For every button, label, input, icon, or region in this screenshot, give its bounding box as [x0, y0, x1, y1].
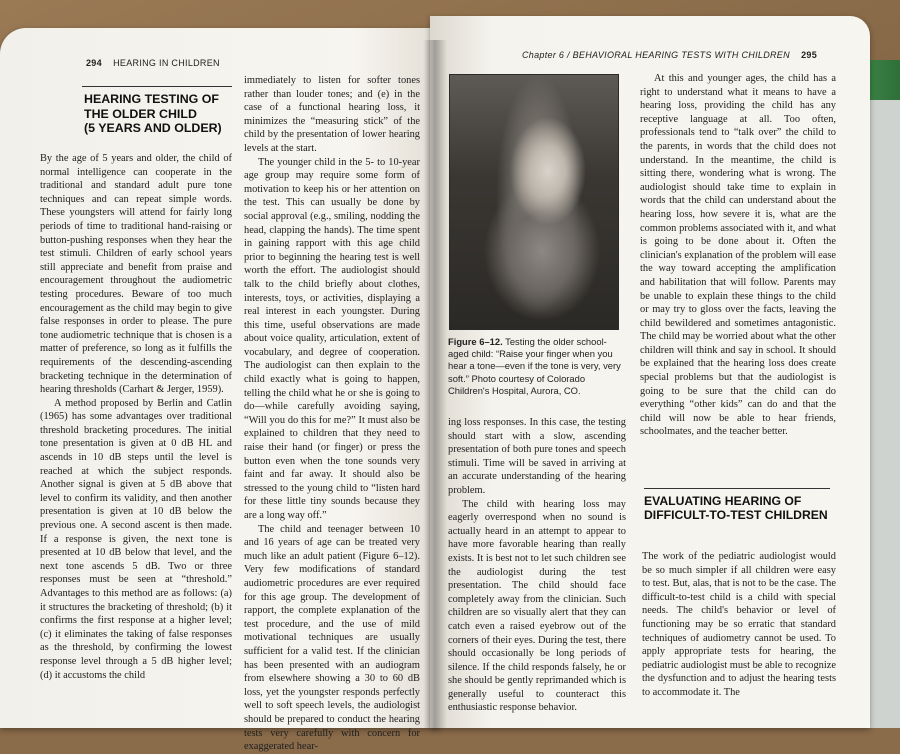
left-column-1 — [40, 152, 232, 722]
paragraph: The child with hearing loss may eagerly overrespond when no sound is actually heard in an attempt to appear to have more favorable hearing than really exists. It is best not to let such children see the audiologist during the test presentation. The child should face completely away from the clinician. Such children are so visually alert that they can catch even a raised eyebrow out of the corners of their eyes. During the test, there should occasionally be long periods of silence. If the child responds falsely, he or she should be gently reprimanded which is generally useful to counteract this enthusiastic response behavior. — [448, 498, 626, 714]
paragraph: The child and teenager between 10 and 16 years of age can be treated very much like an adult patient (Figure 6–12). Very few modifications of standard audiometric procedures are ever required for this age group. The development of rapport, the complete explanation of the test procedure, and the use of mild motivational techniques are usually sufficient for a valid test. If the clinician has been presented with an audiogram from elsewhere showing a 30 to 60 dB loss, yet the youngster responds perfectly well to soft speech levels, the audiologist should be prepared to conduct the hearing tests very carefully with concern for exaggerated hear- — [244, 523, 420, 753]
right-column-2-continued — [642, 550, 836, 722]
left-heading-rule — [82, 86, 232, 87]
figure-caption — [448, 336, 624, 397]
left-running-head — [86, 58, 220, 68]
left-section-heading: HEARING TESTING OF THE OLDER CHILD (5 YEARS AND OLDER) — [84, 92, 222, 136]
left-page-number: 294 — [86, 58, 102, 68]
right-heading-rule — [644, 488, 830, 489]
paragraph: ing loss responses. In this case, the testing should start with a slow, ascending presentation of both pure tones and speech stimuli. Time will be saved in arriving at an accurate understanding of the hearing problem. — [448, 417, 626, 496]
figure-caption-text: Testing the older school-aged child: “Raise your finger when you hear a tone—even if the tone is very, very soft.” Photo courtesy of Colorado Children's Hospital, Aurora, CO. — [448, 336, 621, 396]
left-column-2 — [244, 74, 420, 753]
book-gutter-shadow — [423, 40, 447, 728]
right-page — [430, 16, 870, 728]
right-running-head-text: Chapter 6 / BEHAVIORAL HEARING TESTS WITH CHILDREN — [522, 50, 790, 60]
paragraph: By the age of 5 years and older, the child of normal intelligence can cooperate in the traditional and standard adult pure tone techniques and can repeat simple words. These youngsters will attend for fairly long periods of time to traditional hand-raising or button-pushing responses when they hear the test stimuli. Children of early school years still appreciate and benefit from praise and encouragement throughout the audiometric testing procedures. Beware of too much encouragement as the child may begin to give false responses in order to please. The pure tone audiometric technique that is chosen is a matter of preference, so long as it fulfills the requirements of the descending-ascending bracketing technique in the determination of hearing thresholds (Carhart & Jerger, 1959). — [40, 153, 232, 396]
right-running-head — [522, 50, 817, 60]
paragraph: The work of the pediatric audiologist would be so much simpler if all children were easy to test. But, alas, that is not to be the case. The difficult-to-test child is a child with special needs. The child's behavior or level of functioning may be so erratic that standard techniques of audiometry cannot be used. To apply appropriate tests for hearing, the pediatric audiologist must be able to recognize the dysfunction and to adjust the hearing tests to accommodate it. The — [642, 551, 836, 698]
right-column-2 — [640, 72, 836, 466]
left-running-head-text: HEARING IN CHILDREN — [113, 58, 220, 68]
right-page-number: 295 — [801, 50, 818, 60]
paragraph: At this and younger ages, the child has a right to understand what it means to have a hearing loss, providing the child has any receptive language at all. Too often, professionals tend to “talk over” the child to the parents, in words that the child does not understand. In the meantime, the child is sitting there, wondering what is wrong. The audiologist should take time to explain in words that the child can understand about the hearing loss, how severe it is, what are the common problems associated with it, and what is going to be done about it. Often the clinician's explanation of the problem will ease the way toward accepting the amplification and habilitation that will follow. Parents may be unable to explain these things to the child or may try to gloss over the facts, leaving the child bewildered and sometimes antagonistic. The child may be worried about what the other children will think and say in school. It should be explained that the hearing loss does create special problems but that the audiologist is going to be sure that the child can do everything “other kids” can do and that the child will now be able to hear friends, schoolmates, and the teacher better. — [640, 73, 836, 438]
figure-photo-child-raising-finger — [449, 74, 619, 330]
left-page — [0, 28, 440, 753]
paragraph: immediately to listen for softer tones rather than louder tones; and (e) in the case of a functional hearing loss, it minimizes the “measuring stick” of the child by the presentation of lower hearing levels at the start. — [244, 75, 420, 154]
paragraph: A method proposed by Berlin and Catlin (1965) has some advantages over traditional threshold bracketing procedures. The initial tone presentation is given at 0 dB HL and ascends in 10 dB steps until the level is reached at which the subject responds. Another signal is given at 5 dB above that level to confirm its validity, and then another presentation is given at 10 dB below the previous one. A second ascent is then made. If a response is given, the next tone is presented at 10 dB below that level, and the next tone ascends 5 dB. Two or three responses must be seen at “threshold.” Advantages to this method are as follows: (a) it structures the bracketing of threshold; (b) it confirms the first response at a higher level; (c) it eliminates the taking of false responses as the threshold, by confirming the lowest response level through a 5 dB higher level; (d) it accustoms the child — [40, 397, 232, 681]
right-section-heading: EVALUATING HEARING OF DIFFICULT-TO-TEST CHILDREN — [644, 494, 828, 523]
paragraph: The younger child in the 5- to 10-year age group may require some form of motivation to keep his or her attention on the test. This can usually be done by social approval (e.g., smiling, nodding the head, clapping the hands). The time spent in gaining rapport with this age child prior to beginning the hearing test is well worth the effort. The audiologist should talk to the child briefly about clothes, interests, toys, or activities, displaying a real interest in each youngster. During this time, useful observations are made about voice quality, articulation, extent of vocabulary, and degree of cooperation. The audiologist can then explain to the child exactly what is going to happen, telling the child what he or she is going to do—while carefully avoiding saying, “Will you do this for me?” It must also be explained to children that they need to raise their hand (or finger) or press the button even when the tone sounds very faint and far away. It should also be stressed to the young child to “listen hard for these little tiny sounds because they are a long way off.” — [244, 156, 420, 521]
right-column-1 — [448, 416, 626, 721]
figure-caption-label: Figure 6–12. — [448, 336, 503, 347]
